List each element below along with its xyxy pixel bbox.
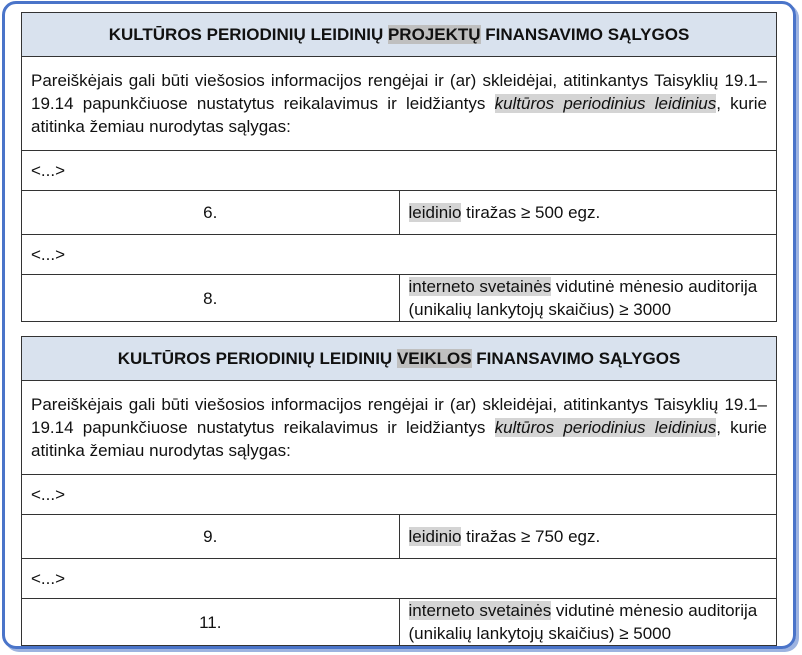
- row-condition: leidinio tiražas ≥ 750 egz.: [399, 515, 777, 559]
- projects-conditions-table: [21, 12, 777, 322]
- activities-section-title: KULTŪROS PERIODINIŲ LEIDINIŲ VEIKLOS FINANSAVIMO SĄLYGOS: [22, 337, 777, 381]
- row-highlight: interneto svetainės: [408, 601, 552, 620]
- omission-marker: <...>: [22, 235, 777, 275]
- row-number: 8.: [22, 275, 400, 322]
- table-row: [22, 599, 777, 646]
- row-condition: leidinio tiražas ≥ 500 egz.: [399, 191, 777, 235]
- table-row: [22, 275, 777, 322]
- projects-section-title: KULTŪROS PERIODINIŲ LEIDINIŲ PROJEKTŲ FINANSAVIMO SĄLYGOS: [22, 13, 777, 57]
- row-highlight: leidinio: [408, 203, 462, 222]
- omission-marker: <...>: [22, 559, 777, 599]
- row-condition: interneto svetainės vidutinė mėnesio auditorija (unikalių lankytojų skaičius) ≥ 5000: [399, 599, 777, 646]
- title-highlight: PROJEKTŲ: [387, 25, 481, 44]
- row-number: 11.: [22, 599, 400, 646]
- row-highlight: interneto svetainės: [408, 277, 552, 296]
- activities-conditions-table: [21, 336, 777, 646]
- projects-intro-text: Pareiškėjais gali būti viešosios informacijos rengėjai ir (ar) skleidėjai, atitinkantys Taisyklių 19.1–19.14 papunkčiuose nustatytus reikalavimus ir leidžiantys kultūros periodinius leidinius, kurie atitinka žemiau nurodytas sąlygas:: [22, 57, 777, 151]
- row-number: 6.: [22, 191, 400, 235]
- row-condition: interneto svetainės vidutinė mėnesio auditorija (unikalių lankytojų skaičius) ≥ 3000: [399, 275, 777, 322]
- activities-intro-text: Pareiškėjais gali būti viešosios informacijos rengėjai ir (ar) skleidėjai, atitinkantys Taisyklių 19.1–19.14 papunkčiuose nustatytus reikalavimus ir leidžiantys kultūros periodinius leidinius, kurie atitinka žemiau nurodytas sąlygas:: [22, 381, 777, 475]
- intro-highlight: kultūros periodinius leidinius: [494, 94, 717, 113]
- title-highlight: VEIKLOS: [396, 349, 472, 368]
- omission-marker: <...>: [22, 475, 777, 515]
- intro-highlight: kultūros periodinius leidinius: [494, 418, 717, 437]
- omission-marker: <...>: [22, 151, 777, 191]
- row-highlight: leidinio: [408, 527, 462, 546]
- row-number: 9.: [22, 515, 400, 559]
- table-row: [22, 515, 777, 559]
- table-row: [22, 191, 777, 235]
